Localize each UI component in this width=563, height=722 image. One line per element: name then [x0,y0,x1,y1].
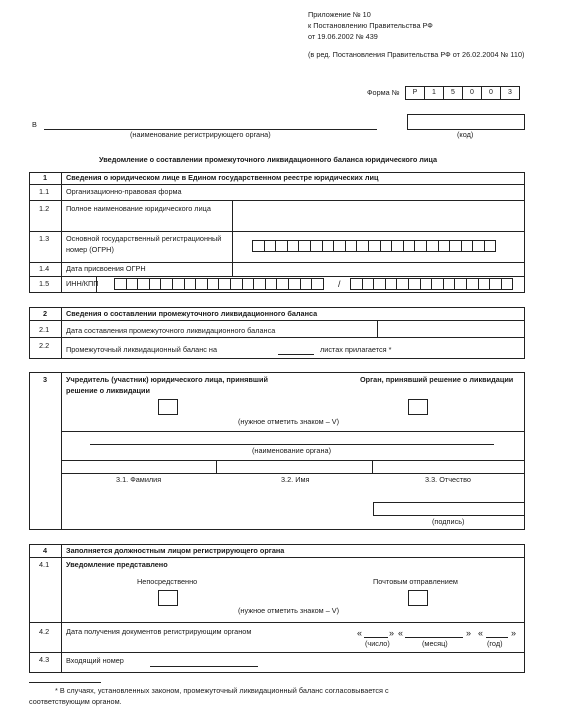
mark-note: (нужное отметить знаком – V) [238,606,340,615]
authority-code-field[interactable] [407,114,525,130]
section-1-title: Сведения о юридическом лице в Едином государственном реестре юридических лиц [66,173,379,182]
mail-checkbox[interactable] [408,590,428,606]
row-number: 4.2 [39,627,50,636]
form-number-cell: 3 [500,86,520,100]
surname-label: 3.1. Фамилия [116,475,162,484]
section-1-number: 1 [43,173,48,182]
balance-sheets-label: Промежуточный ликвидационный баланс на [66,345,217,354]
row-number: 2.2 [39,341,50,350]
form-number-cell: 1 [424,86,444,100]
organ-checkbox[interactable] [408,399,428,415]
document-title: Уведомление о составлении промежуточного ликвидационного баланса юридического лица [99,155,438,164]
incoming-number-field[interactable] [150,666,258,667]
year-caption: (год) [487,639,503,648]
full-name-label: Полное наименование юридического лица [66,204,211,213]
organ-name-caption: (наименование органа) [252,446,331,455]
section-3-number: 3 [43,375,48,384]
row-number: 1.4 [39,264,50,273]
year-close-quote: » [511,628,517,638]
kpp-cells[interactable] [350,278,513,290]
year-field[interactable] [486,637,508,638]
balance-sheets-suffix: листах прилагается * [320,345,392,354]
ogrn-label: Основной государственный регистрационный [66,234,222,243]
form-number-cell: Р [405,86,425,100]
appendix-line-1: Приложение № 10 [308,10,371,19]
signature-caption: (подпись) [432,517,465,526]
section-2-number: 2 [43,309,48,318]
month-caption: (месяц) [422,639,448,648]
organ-name-field[interactable] [90,444,494,445]
registering-authority-caption: (наименование регистрирующего органа) [130,130,271,139]
appendix-line-3: от 19.06.2002 № 439 [308,32,378,41]
balance-date-label: Дата составления промежуточного ликвидационного баланса [66,326,276,335]
row-number: 1.3 [39,234,50,243]
day-close-quote: » [389,628,395,638]
section-2-title: Сведения о составлении промежуточного ликвидационного баланса [66,309,318,318]
patronymic-label: 3.3. Отчество [425,475,471,484]
day-field[interactable] [364,637,388,638]
direct-option-label: Непосредственно [137,577,198,586]
section-4-title: Заполняется должностным лицом регистрирующего органа [66,546,285,555]
signature-field[interactable] [373,502,525,516]
footnote-separator [29,682,101,683]
legal-form-label: Организационно-правовая форма [66,187,182,196]
first-name-field[interactable] [217,461,371,472]
row-number: 1.1 [39,187,50,196]
form-number-cell: 0 [462,86,482,100]
ogrn-date-field[interactable] [233,263,524,275]
form-number-label: Форма № [367,88,400,97]
mark-note: (нужное отметить знаком – V) [238,417,340,426]
form-number-cells [405,86,520,100]
legal-form-field[interactable] [233,185,524,199]
ogrn-date-label: Дата присвоения ОГРН [66,264,146,273]
recipient-prefix: В [32,120,37,129]
ogrn-label-2: номер (ОГРН) [66,245,114,254]
authority-code-caption: (код) [457,130,474,139]
sheets-count-field[interactable] [278,354,314,355]
submitted-label: Уведомление представлено [66,560,168,569]
month-field[interactable] [405,637,463,638]
full-name-field[interactable] [233,201,524,230]
form-number-cell: 0 [481,86,501,100]
row-number: 4.3 [39,655,50,664]
form-number-cell: 5 [443,86,463,100]
receipt-date-label: Дата получения документов регистрирующим органом [66,627,252,636]
surname-field[interactable] [62,461,215,472]
inn-cells[interactable] [114,278,324,290]
footnote-line-1: * В случаях, установленных законом, промежуточный ликвидационный баланс согласовывается с [55,686,389,695]
appendix-line-4: (в ред. Постановления Правительства РФ от 26.02.2004 № 110) [308,50,525,59]
row-number: 4.1 [39,560,50,569]
founder-label: Учредитель (участник) юридического лица, принявший [66,375,268,384]
direct-checkbox[interactable] [158,590,178,606]
day-caption: (число) [365,639,390,648]
month-open-quote: « [398,628,404,638]
row-number: 2.1 [39,325,50,334]
patronymic-field[interactable] [373,461,524,472]
inn-kpp-separator: / [338,279,341,289]
founder-checkbox[interactable] [158,399,178,415]
incoming-number-label: Входящий номер [66,656,124,665]
organ-label: Орган, принявший решение о ликвидации [360,375,514,384]
month-close-quote: » [466,628,472,638]
year-open-quote: « [478,628,484,638]
appendix-line-2: к Постановлению Правительства РФ [308,21,433,30]
row-number: 1.5 [39,279,50,288]
ogrn-cells[interactable] [252,240,496,252]
balance-date-field[interactable] [378,321,524,336]
mail-option-label: Почтовым отправлением [373,577,458,586]
inn-kpp-label: ИНН/КПП [66,279,99,288]
row-number: 1.2 [39,204,50,213]
founder-label-2: решение о ликвидации [66,386,151,395]
footnote-line-2: соответствующим органом. [29,697,122,706]
day-open-quote: « [357,628,363,638]
first-name-label: 3.2. Имя [281,475,310,484]
section-4-number: 4 [43,546,48,555]
